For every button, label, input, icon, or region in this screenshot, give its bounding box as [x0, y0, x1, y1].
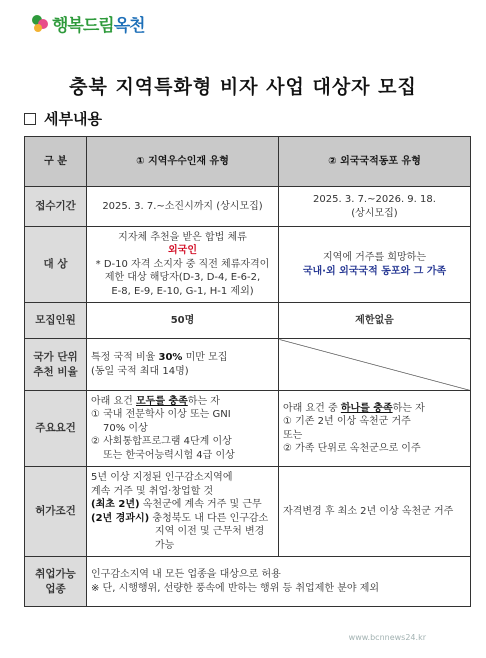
- table-row-requirements: [25, 391, 471, 467]
- section-title: 세부내용: [44, 110, 102, 128]
- period-col1: 2025. 3. 7.~소진시까지 (상시모집): [87, 187, 279, 227]
- details-table: [24, 136, 471, 607]
- table-row-recruit: [25, 303, 471, 339]
- requirements-col1: 아래 요건 모두를 충족하는 자 ① 국내 전문학사 이상 또는 GNI 70% 이상 ② 사회통합프로그램 4단계 이상 또는 한국어능력시험 4급 이상: [87, 391, 279, 467]
- header-col1: ① 지역우수인재 유형: [87, 137, 279, 187]
- table-row-period: [25, 187, 471, 227]
- checkbox-icon: [24, 113, 36, 125]
- period-col2: 2025. 3. 7.~2026. 9. 18. (상시모집): [279, 187, 471, 227]
- target-col2: 지역에 거주를 희망하는 국내·외 외국국적 동포와 그 가족: [279, 227, 471, 303]
- logo-text: 행복드림옥천: [52, 15, 145, 36]
- row-label-recruit: 모집인원: [25, 303, 87, 339]
- logo-mark-icon: [30, 12, 50, 34]
- table-row-ratio: [25, 339, 471, 391]
- row-label-ratio: 국가 단위 추천 비율: [25, 339, 87, 391]
- row-label-target: 대 상: [25, 227, 87, 303]
- row-label-period: 접수기간: [25, 187, 87, 227]
- ratio-col1: 특정 국적 비율 30% 미만 모집 (동일 국적 최대 14명): [87, 339, 279, 391]
- section-header: [24, 108, 102, 129]
- logo: [30, 10, 145, 36]
- table-row-permit: [25, 467, 471, 557]
- page-title: 충북 지역특화형 비자 사업 대상자 모집: [69, 76, 417, 98]
- row-label-requirements: 주요요건: [25, 391, 87, 467]
- header-col2: ② 외국국적동포 유형: [279, 137, 471, 187]
- permit-col1: 5년 이상 지정된 인구감소지역에 계속 거주 및 취업·창업할 것 (최초 2년) 옥천군에 계속 거주 및 근무 (2년 경과시) 충청북도 내 다른 인구감소 지역 이전 및 근무처 변경 가능: [87, 467, 279, 557]
- table-row-target: [25, 227, 471, 303]
- target-col1: 지자체 추천을 받은 합법 체류 외국인 * D-10 자격 소지자 중 직전 체류자격이 제한 대상 해당자(D-3, D-4, E-6-2, E-8, E-9, E-10, G-1, H-1 제외): [87, 227, 279, 303]
- watermark: www.bcnnews24.kr: [348, 633, 426, 642]
- recruit-col2: 제한없음: [279, 303, 471, 339]
- table-header-row: [25, 137, 471, 187]
- permit-col2: 자격변경 후 최소 2년 이상 옥천군 거주: [279, 467, 471, 557]
- employment-content: 인구감소지역 내 모든 업종을 대상으로 허용 ※ 단, 시행행위, 선량한 풍속에 반하는 행위 등 취업제한 분야 제외: [87, 557, 471, 607]
- header-label: 구 분: [25, 137, 87, 187]
- row-label-permit: 허가조건: [25, 467, 87, 557]
- recruit-col1: 50명: [87, 303, 279, 339]
- table-row-employment: [25, 557, 471, 607]
- requirements-col2: 아래 요건 중 하나를 충족하는 자 ① 기존 2년 이상 옥천군 거주 또는 ② 가족 단위로 옥천군으로 이주: [279, 391, 471, 467]
- ratio-col2-empty: [279, 339, 471, 391]
- row-label-employment: 취업가능 업종: [25, 557, 87, 607]
